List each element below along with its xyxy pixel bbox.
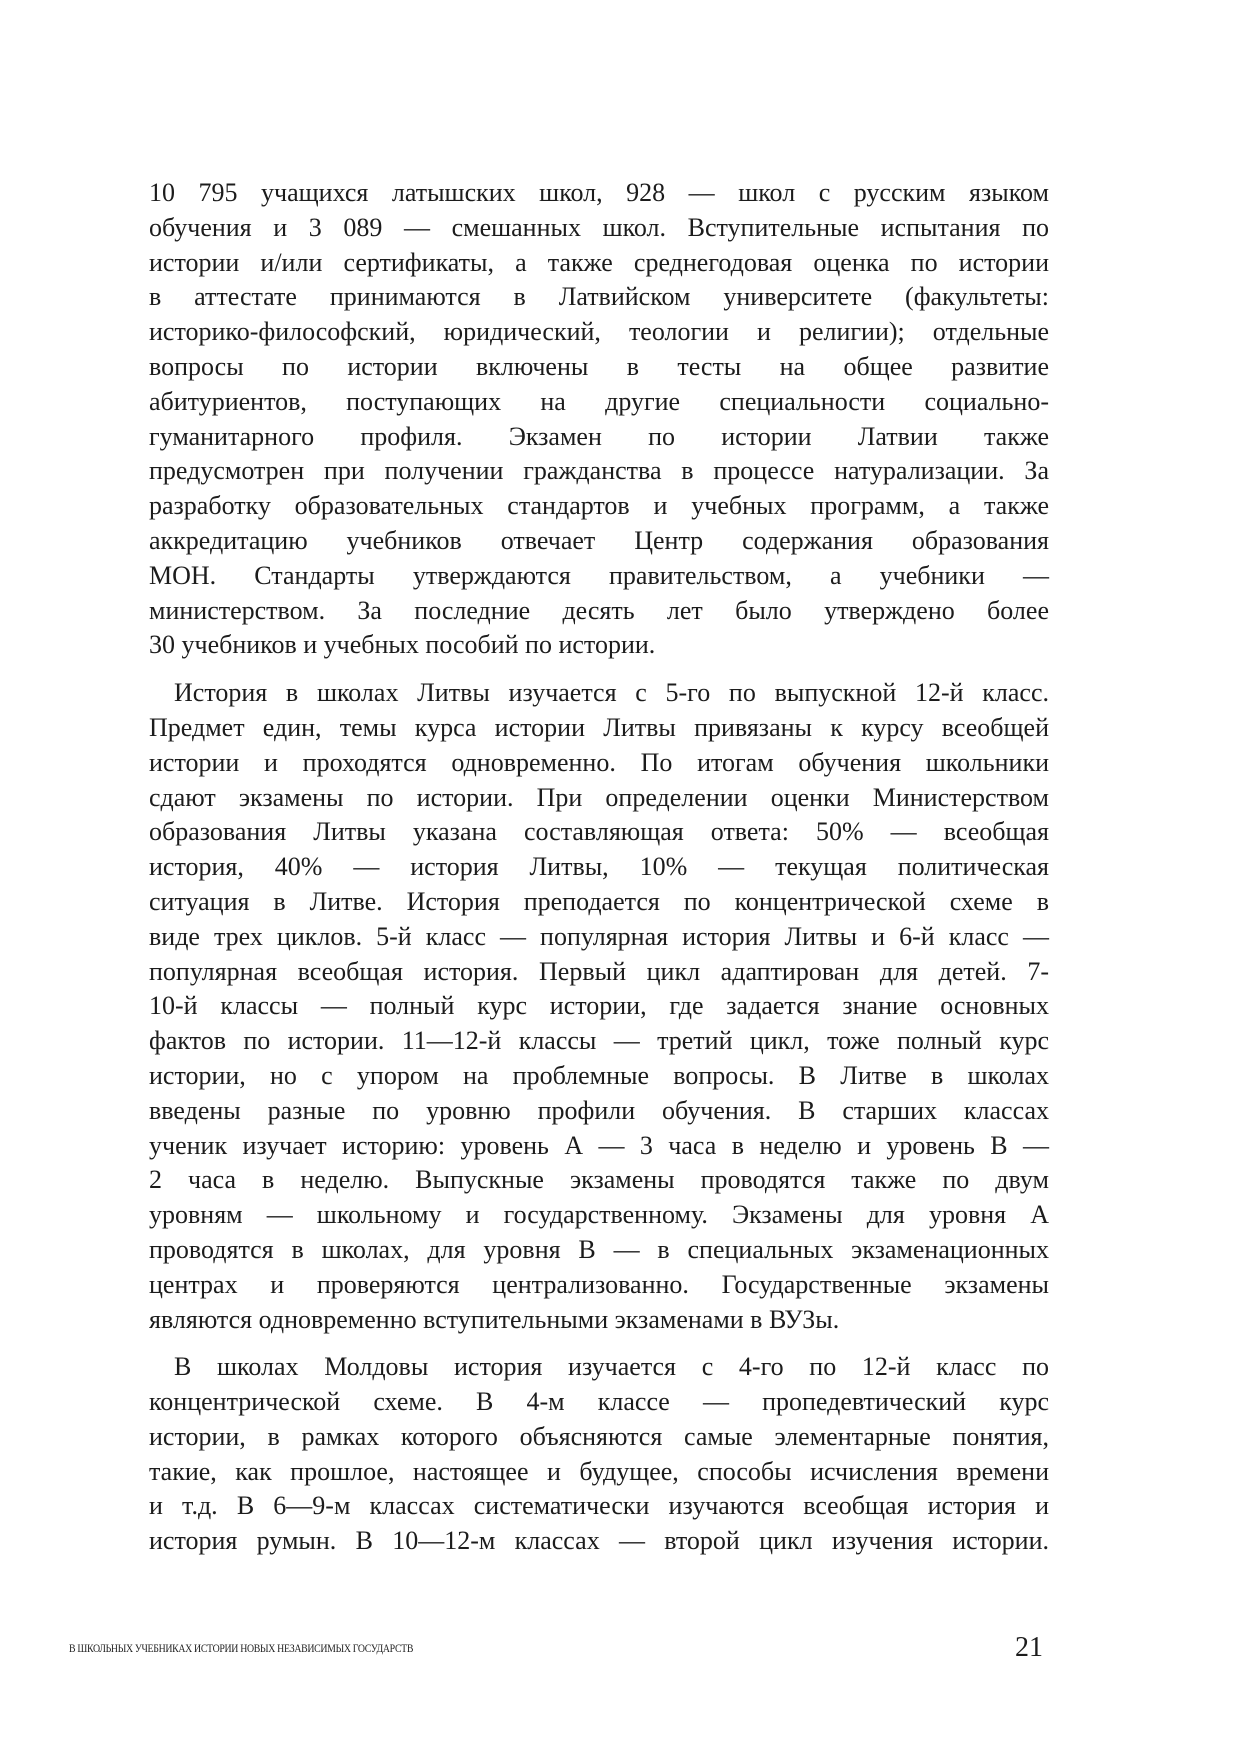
text-line: министерством. За последние десять лет было утверждено более	[149, 595, 1049, 625]
text-line: В школах Молдовы история изучается с 4-го по 12-й класс по	[174, 1352, 1049, 1382]
text-line: ученик изучает историю: уровень А — 3 часа в неделю и уровень В —	[149, 1130, 1049, 1160]
text-line: истории, в рамках которого объясняются самые элементарные понятия,	[149, 1421, 1049, 1451]
text-line: 10 795 учащихся латышских школ, 928 — школ с русским языком	[149, 178, 1049, 207]
text-line: истории, но с упором на проблемные вопросы. В Литве в школах	[149, 1060, 1049, 1090]
page-number: 21	[1015, 1632, 1043, 1663]
text-line: образования Литвы указана составляющая ответа: 50% — всеобщая	[149, 817, 1049, 847]
text-line: аккредитацию учебников отвечает Центр содержания образования	[149, 525, 1049, 555]
text-line: популярная всеобщая история. Первый цикл адаптирован для детей. 7-	[149, 956, 1049, 986]
paragraph	[149, 1350, 1049, 1559]
text-line: предусмотрен при получении гражданства в процессе натурализации. За	[149, 456, 1049, 486]
text-line: уровням — школьному и государственному. Экзамены для уровня А	[149, 1200, 1049, 1230]
text-line: вопросы по истории включены в тесты на общее развитие	[149, 351, 1049, 381]
text-line: истории и/или сертификаты, а также среднегодовая оценка по истории	[149, 247, 1049, 277]
text-line: центрах и проверяются централизованно. Государственные экзамены	[149, 1269, 1049, 1299]
text-line: История в школах Литвы изучается с 5-го по выпускной 12-й класс.	[174, 678, 1049, 708]
text-line: такие, как прошлое, настоящее и будущее, способы исчисления времени	[149, 1456, 1049, 1486]
text-line: являются одновременно вступительными экзаменами в ВУЗы.	[149, 1304, 840, 1334]
paragraph	[149, 676, 1049, 1337]
text-line: сдают экзамены по истории. При определении оценки Министерством	[149, 782, 1049, 812]
text-line: истории и проходятся одновременно. По итогам обучения школьники	[149, 747, 1049, 777]
text-line: история, 40% — история Литвы, 10% — текущая политическая	[149, 852, 1049, 882]
text-line: фактов по истории. 11—12-й классы — третий цикл, тоже полный курс	[149, 1026, 1049, 1056]
text-line: виде трех циклов. 5-й класс — популярная история Литвы и 6-й класс —	[149, 921, 1049, 951]
text-line: МОН. Стандарты утверждаются правительством, а учебники —	[149, 560, 1049, 590]
text-line: Предмет един, темы курса истории Литвы привязаны к курсу всеобщей	[149, 712, 1049, 742]
text-line: ситуация в Литве. История преподается по концентрической схеме в	[149, 886, 1049, 916]
text-line: гуманитарного профиля. Экзамен по истории Латвии также	[149, 421, 1049, 451]
text-line: 2 часа в неделю. Выпускные экзамены проводятся также по двум	[149, 1165, 1049, 1195]
text-line: концентрической схеме. В 4-м классе — пропедевтический курс	[149, 1387, 1049, 1417]
text-line: проводятся в школах, для уровня В — в специальных экзаменационных	[149, 1234, 1049, 1264]
text-line: 10-й классы — полный курс истории, где задается знание основных	[149, 991, 1049, 1021]
text-line: в аттестате принимаются в Латвийском университете (факультеты:	[149, 282, 1049, 312]
text-line: разработку образовательных стандартов и учебных программ, а также	[149, 491, 1049, 521]
text-line: обучения и 3 089 — смешанных школ. Вступительные испытания по	[149, 212, 1049, 242]
text-line: абитуриентов, поступающих на другие специальности социально-	[149, 386, 1049, 416]
text-line: 30 учебников и учебных пособий по истории.	[149, 630, 656, 660]
text-line: и т.д. В 6—9-м классах систематически изучаются всеобщая история и	[149, 1491, 1049, 1521]
body-text	[149, 176, 1049, 1572]
paragraph	[149, 176, 1049, 663]
text-line: история румын. В 10—12-м классах — второй цикл изучения истории.	[149, 1526, 1049, 1556]
text-line: историко-философский, юридический, теологии и религии); отдельные	[149, 317, 1049, 347]
running-footer-title: В ШКОЛЬНЫХ УЧЕБНИКАХ ИСТОРИИ НОВЫХ НЕЗАВИСИМЫХ ГОСУДАРСТВ	[69, 1641, 414, 1655]
text-line: введены разные по уровню профили обучения. В старших классах	[149, 1095, 1049, 1125]
